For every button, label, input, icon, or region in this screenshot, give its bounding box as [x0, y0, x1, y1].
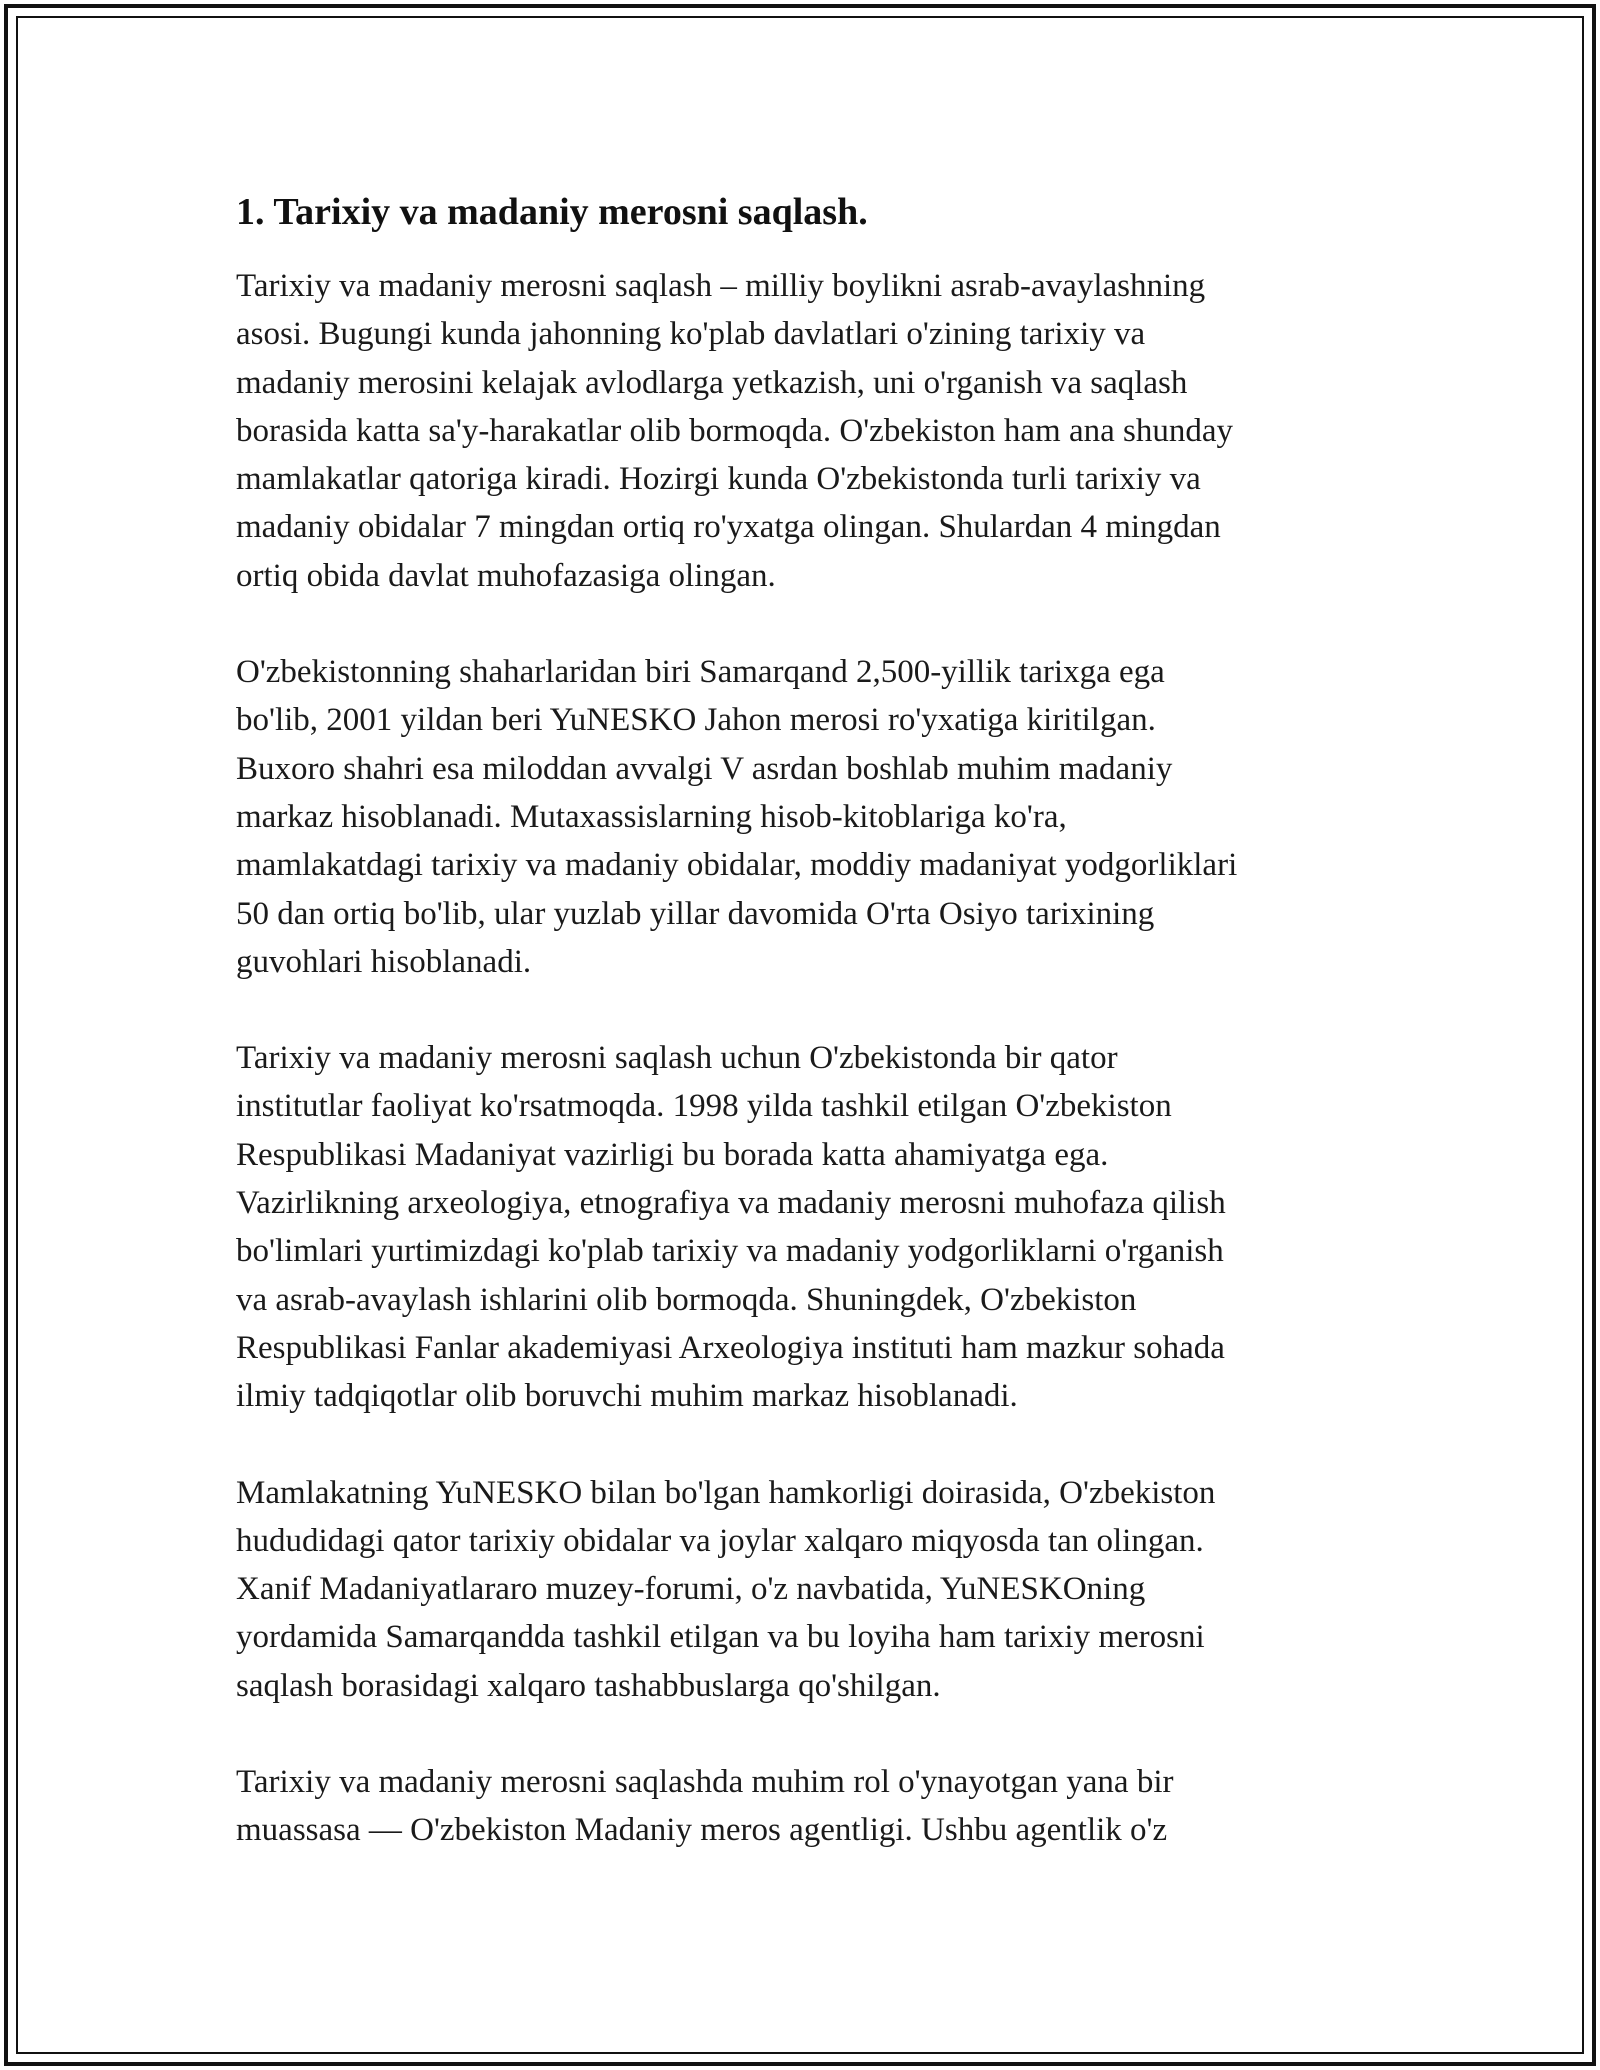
paragraph-line: O'zbekistonning shaharlaridan biri Samarqand 2,500-yillik tarixga ega — [236, 654, 1165, 691]
paragraph-line: Vazirlikning arxeologiya, etnografiya va madaniy merosni muhofaza qilish — [236, 1185, 1226, 1222]
paragraph-line: Buxoro shahri esa miloddan avvalgi V asrdan boshlab muhim madaniy — [236, 750, 1173, 787]
paragraph-line: Xanif Madaniyatlararo muzey-forumi, o'z navbatida, YuNESKOning — [236, 1571, 1146, 1608]
paragraph-5 — [236, 1758, 1356, 1855]
paragraph-line: Tarixiy va madaniy merosni saqlash uchun O'zbekistonda bir qator — [236, 1040, 1118, 1077]
paragraph-line: bo'limlari yurtimizdagi ko'plab tarixiy va madaniy yodgorliklarni o'rganish — [236, 1233, 1224, 1270]
document-body — [236, 188, 1356, 1903]
paragraph-line: guvohlari hisoblanadi. — [236, 943, 532, 980]
paragraph-line: va asrab-avaylash ishlarini olib bormoqda. Shuningdek, O'zbekiston — [236, 1281, 1137, 1318]
paragraph-line: Respublikasi Madaniyat vazirligi bu borada katta ahamiyatga ega. — [236, 1136, 1109, 1173]
paragraph-line: madaniy obidalar 7 mingdan ortiq ro'yxatga olingan. Shulardan 4 mingdan — [236, 509, 1221, 546]
paragraph-line: borasida katta sa'y-harakatlar olib bormoqda. O'zbekiston ham ana shunday — [236, 412, 1233, 449]
paragraph-2 — [236, 648, 1356, 986]
section-heading: 1. Tarixiy va madaniy merosni saqlash. — [236, 191, 868, 233]
paragraph-4 — [236, 1469, 1356, 1710]
paragraph-3 — [236, 1034, 1356, 1420]
paragraph-line: asosi. Bugungi kunda jahonning ko'plab davlatlari o'zining tarixiy va — [236, 316, 1146, 353]
paragraph-line: mamlakatlar qatoriga kiradi. Hozirgi kunda O'zbekistonda turli tarixiy va — [236, 461, 1201, 498]
paragraph-line: Tarixiy va madaniy merosni saqlashda muhim rol o'ynayotgan yana bir — [236, 1764, 1174, 1801]
paragraph-line: 50 dan ortiq bo'lib, ular yuzlab yillar davomida O'rta Osiyo tarixining — [236, 895, 1155, 932]
paragraph-line: Tarixiy va madaniy merosni saqlash – milliy boylikni asrab-avaylashning — [236, 268, 1206, 304]
paragraph-line: yordamida Samarqandda tashkil etilgan va bu loyiha ham tarixiy merosni — [236, 1619, 1205, 1656]
paragraph-line: Mamlakatning YuNESKO bilan bo'lgan hamkorligi doirasida, O'zbekiston — [236, 1474, 1216, 1511]
paragraph-line: bo'lib, 2001 yildan beri YuNESKO Jahon merosi ro'yxatiga kiritilgan. — [236, 702, 1156, 739]
paragraph-line: mamlakatdagi tarixiy va madaniy obidalar, moddiy madaniyat yodgorliklari — [236, 847, 1238, 884]
paragraph-line: institutlar faoliyat ko'rsatmoqda. 1998 yilda tashkil etilgan O'zbekiston — [236, 1088, 1172, 1125]
paragraph-line: madaniy merosini kelajak avlodlarga yetkazish, uni o'rganish va saqlash — [236, 364, 1188, 401]
paragraph-line: muassasa — O'zbekiston Madaniy meros agentligi. Ushbu agentlik o'z — [236, 1812, 1168, 1849]
paragraph-line: ortiq obida davlat muhofazasiga olingan. — [236, 557, 776, 594]
paragraph-line: saqlash borasidagi xalqaro tashabbuslarga qo'shilgan. — [236, 1667, 941, 1704]
paragraph-line: Respublikasi Fanlar akademiyasi Arxeologiya instituti ham mazkur sohada — [236, 1329, 1225, 1366]
paragraph-line: ilmiy tadqiqotlar olib boruvchi muhim markaz hisoblanadi. — [236, 1378, 1018, 1415]
paragraph-line: hududidagi qator tarixiy obidalar va joylar xalqaro miqyosda tan olingan. — [236, 1522, 1204, 1559]
paragraph-line: markaz hisoblanadi. Mutaxassislarning hisob-kitoblariga ko'ra, — [236, 798, 1067, 835]
paragraph-1 — [236, 262, 1356, 600]
